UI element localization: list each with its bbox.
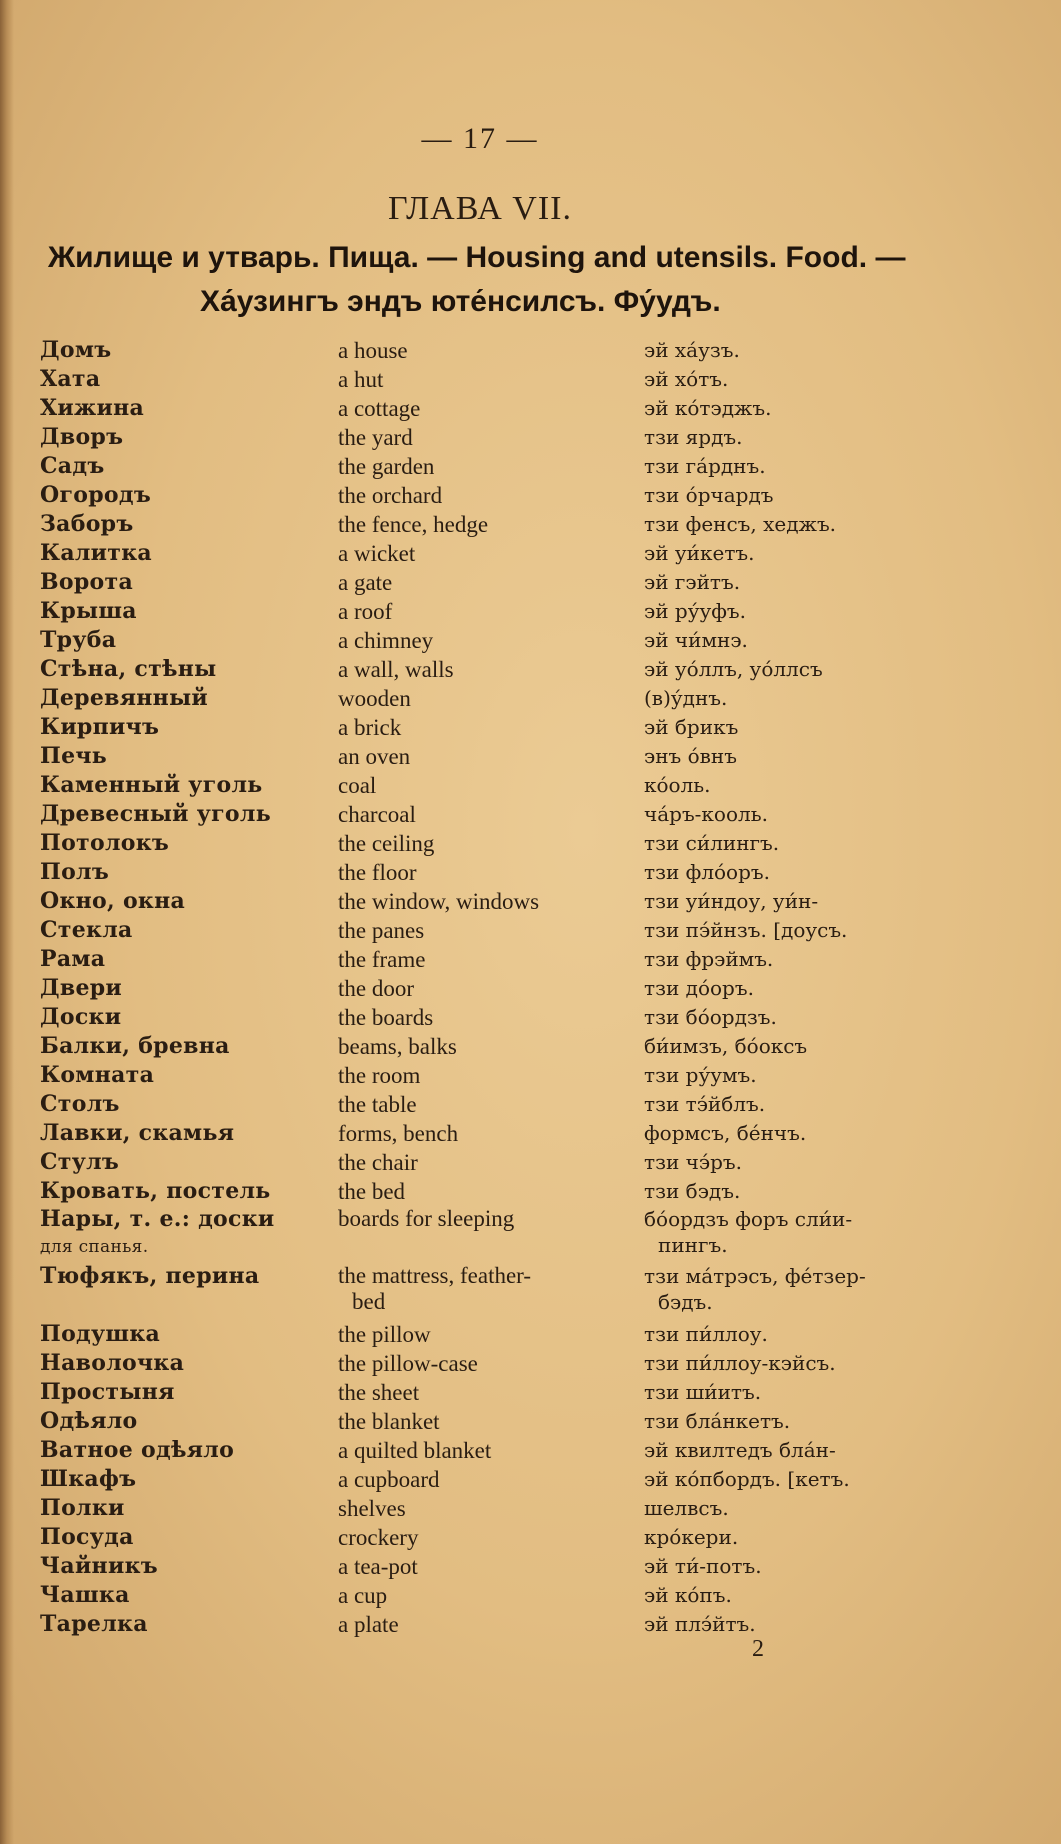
transcription: эй уо́ллъ, уо́ллсъ bbox=[644, 657, 823, 681]
english-word: a wall, walls bbox=[338, 657, 454, 682]
list-item bbox=[40, 1407, 950, 1436]
list-item bbox=[40, 336, 950, 365]
transcription: ко́оль. bbox=[644, 773, 711, 797]
sheet-number: 2 bbox=[752, 1636, 764, 1662]
english-word: the orchard bbox=[338, 483, 443, 508]
list-item bbox=[40, 539, 950, 568]
english-word: the panes bbox=[338, 918, 425, 943]
transcription: тзи ма́трэсъ, фе́тзер- бэдъ. bbox=[644, 1264, 866, 1314]
russian-word: Садъ bbox=[40, 453, 105, 479]
transcription: тзи фрэймъ. bbox=[644, 947, 774, 971]
transcription: шелвсъ. bbox=[644, 1496, 729, 1520]
english-word: a cupboard bbox=[338, 1467, 440, 1492]
list-item bbox=[40, 945, 950, 974]
english-word: the chair bbox=[338, 1150, 418, 1175]
transcription: эй плэ́йтъ. bbox=[644, 1612, 756, 1636]
list-item bbox=[40, 684, 950, 713]
list-item bbox=[40, 1378, 950, 1407]
russian-word: Стулъ bbox=[40, 1149, 120, 1175]
russian-word: Столъ bbox=[40, 1091, 120, 1117]
transcription: эй уи́кетъ. bbox=[644, 541, 755, 565]
russian-word: Наволочка bbox=[40, 1350, 185, 1376]
english-word: the bed bbox=[338, 1179, 406, 1204]
list-item bbox=[40, 713, 950, 742]
list-item bbox=[40, 916, 950, 945]
list-item bbox=[40, 365, 950, 394]
subtitle-line-1: Жилище и утварь. Пища. — Housing and utensils. Food. — bbox=[48, 241, 906, 274]
russian-word: Доски bbox=[40, 1004, 122, 1030]
english-word: the mattress, feather- bed bbox=[338, 1263, 532, 1314]
transcription: эй ру́уфъ. bbox=[644, 599, 746, 623]
transcription: эй квилтедъ бла́н- bbox=[644, 1438, 836, 1462]
transcription: тзи до́оръ. bbox=[644, 976, 754, 1000]
transcription: тзи ру́умъ. bbox=[644, 1063, 757, 1087]
english-word: a plate bbox=[338, 1612, 399, 1637]
russian-word: Печь bbox=[40, 743, 108, 769]
russian-word: Комната bbox=[40, 1062, 155, 1088]
english-word: the sheet bbox=[338, 1380, 420, 1405]
english-word: wooden bbox=[338, 686, 411, 711]
transcription: би́имзъ, бо́оксъ bbox=[644, 1034, 808, 1058]
english-word: the window, windows bbox=[338, 889, 540, 914]
russian-word: Стѣна, стѣны bbox=[40, 656, 217, 682]
vocabulary-list bbox=[40, 336, 950, 1639]
english-word: crockery bbox=[338, 1525, 419, 1550]
transcription: тзи пи́ллоу-кэйсъ. bbox=[644, 1351, 836, 1375]
english-word: boards for sleeping bbox=[338, 1206, 515, 1231]
russian-word: Нары, т. е.: доски для спанья. bbox=[40, 1206, 275, 1257]
english-word: forms, bench bbox=[338, 1121, 459, 1146]
list-item bbox=[40, 1119, 950, 1148]
transcription: тзи фло́оръ. bbox=[644, 860, 770, 884]
russian-word: Чашка bbox=[40, 1582, 130, 1608]
transcription: тзи ши́итъ. bbox=[644, 1380, 762, 1404]
list-item bbox=[40, 858, 950, 887]
english-word: the garden bbox=[338, 454, 435, 479]
russian-word: Кирпичъ bbox=[40, 714, 160, 740]
transcription: тзи бо́ордзъ. bbox=[644, 1005, 777, 1029]
chapter-title: ГЛАВА VII. bbox=[387, 190, 572, 227]
english-word: charcoal bbox=[338, 802, 416, 827]
transcription: формсъ, бе́нчъ. bbox=[644, 1121, 807, 1145]
list-item bbox=[40, 1320, 950, 1349]
list-item bbox=[40, 1436, 950, 1465]
transcription: энъ о́внъ bbox=[644, 744, 737, 768]
list-item bbox=[40, 394, 950, 423]
list-item bbox=[40, 626, 950, 655]
transcription: эй ко́тэджъ. bbox=[644, 396, 772, 420]
transcription: эй гэйтъ. bbox=[644, 570, 741, 594]
english-word: the yard bbox=[338, 425, 413, 450]
english-word: the blanket bbox=[338, 1409, 440, 1434]
english-word: a brick bbox=[338, 715, 402, 740]
transcription: тзи га́рднъ. bbox=[644, 454, 766, 478]
russian-word: Древесный уголь bbox=[40, 801, 271, 827]
english-word: a chimney bbox=[338, 628, 434, 653]
list-item bbox=[40, 1263, 950, 1320]
transcription: тзи ярдъ. bbox=[644, 425, 743, 449]
english-word: a gate bbox=[338, 570, 393, 595]
english-word: the pillow-case bbox=[338, 1351, 478, 1376]
list-item bbox=[40, 1610, 950, 1639]
english-word: a quilted blanket bbox=[338, 1438, 492, 1463]
transcription: кро́кери. bbox=[644, 1525, 739, 1549]
list-item bbox=[40, 887, 950, 916]
russian-word: Одѣяло bbox=[40, 1408, 138, 1434]
russian-word: Кровать, постель bbox=[40, 1178, 271, 1204]
list-item bbox=[40, 481, 950, 510]
russian-word: Хижина bbox=[40, 395, 145, 421]
english-word: the door bbox=[338, 976, 415, 1001]
russian-word: Калитка bbox=[40, 540, 152, 566]
russian-word: Рама bbox=[40, 946, 106, 972]
english-word: the boards bbox=[338, 1005, 434, 1030]
transcription: тзи фенсъ, хеджъ. bbox=[644, 512, 837, 536]
russian-word: Чайникъ bbox=[40, 1553, 158, 1579]
transcription: эй хо́тъ. bbox=[644, 367, 729, 391]
russian-word: Труба bbox=[40, 627, 117, 653]
russian-word: Полъ bbox=[40, 859, 110, 885]
russian-word: Дворъ bbox=[40, 424, 124, 450]
russian-word: Домъ bbox=[40, 337, 112, 363]
list-item bbox=[40, 1581, 950, 1610]
english-word: a house bbox=[338, 338, 408, 363]
russian-word: Посуда bbox=[40, 1524, 134, 1550]
list-item bbox=[40, 1552, 950, 1581]
list-item bbox=[40, 510, 950, 539]
russian-word: Тюфякъ, перина bbox=[40, 1263, 260, 1289]
russian-word: Лавки, скамья bbox=[40, 1120, 235, 1146]
page-number: — 17 — bbox=[421, 122, 539, 155]
transcription: ча́ръ-кооль. bbox=[644, 802, 768, 826]
list-item bbox=[40, 1349, 950, 1378]
transcription: тзи чэ́ръ. bbox=[644, 1150, 742, 1174]
list-item bbox=[40, 1206, 950, 1263]
transcription: эй ти́-потъ. bbox=[644, 1554, 762, 1578]
russian-word: Хата bbox=[40, 366, 101, 392]
transcription: тзи уи́ндоу, уи́н- bbox=[644, 889, 819, 913]
chapter-subtitle bbox=[48, 236, 928, 324]
list-item bbox=[40, 423, 950, 452]
russian-word: Тарелка bbox=[40, 1611, 148, 1637]
transcription: тзи пэ́йнзъ. [доусъ. bbox=[644, 918, 848, 942]
russian-word: Крыша bbox=[40, 598, 137, 624]
subtitle-line-2: Ха́узингъ эндъ юте́нсилсъ. Фу́удъ. bbox=[200, 285, 721, 318]
list-item bbox=[40, 742, 950, 771]
english-word: a cottage bbox=[338, 396, 421, 421]
english-word: a cup bbox=[338, 1583, 388, 1608]
russian-word: Каменный уголь bbox=[40, 772, 263, 798]
english-word: the pillow bbox=[338, 1322, 431, 1347]
list-item bbox=[40, 800, 950, 829]
list-item bbox=[40, 597, 950, 626]
russian-word: Подушка bbox=[40, 1321, 161, 1347]
list-item bbox=[40, 1494, 950, 1523]
transcription: эй ко́пъ. bbox=[644, 1583, 732, 1607]
english-word: coal bbox=[338, 773, 377, 798]
english-word: shelves bbox=[338, 1496, 406, 1521]
transcription: эй чи́мнэ. bbox=[644, 628, 748, 652]
transcription: тзи тэ́йблъ. bbox=[644, 1092, 766, 1116]
transcription: тзи о́рчардъ bbox=[644, 483, 774, 507]
english-word: the floor bbox=[338, 860, 417, 885]
russian-word: Ворота bbox=[40, 569, 134, 595]
english-word: the frame bbox=[338, 947, 426, 972]
english-word: the room bbox=[338, 1063, 421, 1088]
transcription: эй ха́узъ. bbox=[644, 338, 740, 362]
list-item bbox=[40, 1177, 950, 1206]
english-word: a roof bbox=[338, 599, 393, 624]
english-word: beams, balks bbox=[338, 1034, 457, 1059]
list-item bbox=[40, 1523, 950, 1552]
russian-word: Шкафъ bbox=[40, 1466, 137, 1492]
transcription: (в)у́днъ. bbox=[644, 686, 728, 710]
list-item bbox=[40, 568, 950, 597]
list-item bbox=[40, 1003, 950, 1032]
list-item bbox=[40, 974, 950, 1003]
list-item bbox=[40, 1465, 950, 1494]
transcription: эй ко́пбордъ. [кетъ. bbox=[644, 1467, 850, 1491]
russian-word: Стекла bbox=[40, 917, 133, 943]
list-item bbox=[40, 452, 950, 481]
transcription: бо́ордзъ форъ сли́и- пингъ. bbox=[644, 1207, 853, 1257]
list-item bbox=[40, 1090, 950, 1119]
transcription: эй брикъ bbox=[644, 715, 739, 739]
russian-word: Балки, бревна bbox=[40, 1033, 230, 1059]
russian-word: Полки bbox=[40, 1495, 125, 1521]
russian-word: Ватное одѣяло bbox=[40, 1437, 235, 1463]
transcription: тзи си́лингъ. bbox=[644, 831, 780, 855]
page-edge bbox=[0, 0, 14, 1844]
english-word: the ceiling bbox=[338, 831, 435, 856]
russian-word: Двери bbox=[40, 975, 123, 1001]
english-word: the fence, hedge bbox=[338, 512, 489, 537]
english-word: an oven bbox=[338, 744, 411, 769]
english-word: the table bbox=[338, 1092, 417, 1117]
list-item bbox=[40, 1061, 950, 1090]
transcription: тзи бла́нкетъ. bbox=[644, 1409, 791, 1433]
transcription: тзи пи́ллоу. bbox=[644, 1322, 768, 1346]
russian-word: Потолокъ bbox=[40, 830, 170, 856]
list-item bbox=[40, 771, 950, 800]
english-word: a wicket bbox=[338, 541, 416, 566]
russian-word: Заборъ bbox=[40, 511, 134, 537]
english-word: a hut bbox=[338, 367, 384, 392]
russian-word: Деревянный bbox=[40, 685, 209, 711]
list-item bbox=[40, 1032, 950, 1061]
russian-word: Простыня bbox=[40, 1379, 175, 1405]
list-item bbox=[40, 829, 950, 858]
english-word: a tea-pot bbox=[338, 1554, 418, 1579]
russian-word: Окно, окна bbox=[40, 888, 186, 914]
list-item bbox=[40, 655, 950, 684]
list-item bbox=[40, 1148, 950, 1177]
russian-word: Огородъ bbox=[40, 482, 152, 508]
transcription: тзи бэдъ. bbox=[644, 1179, 741, 1203]
